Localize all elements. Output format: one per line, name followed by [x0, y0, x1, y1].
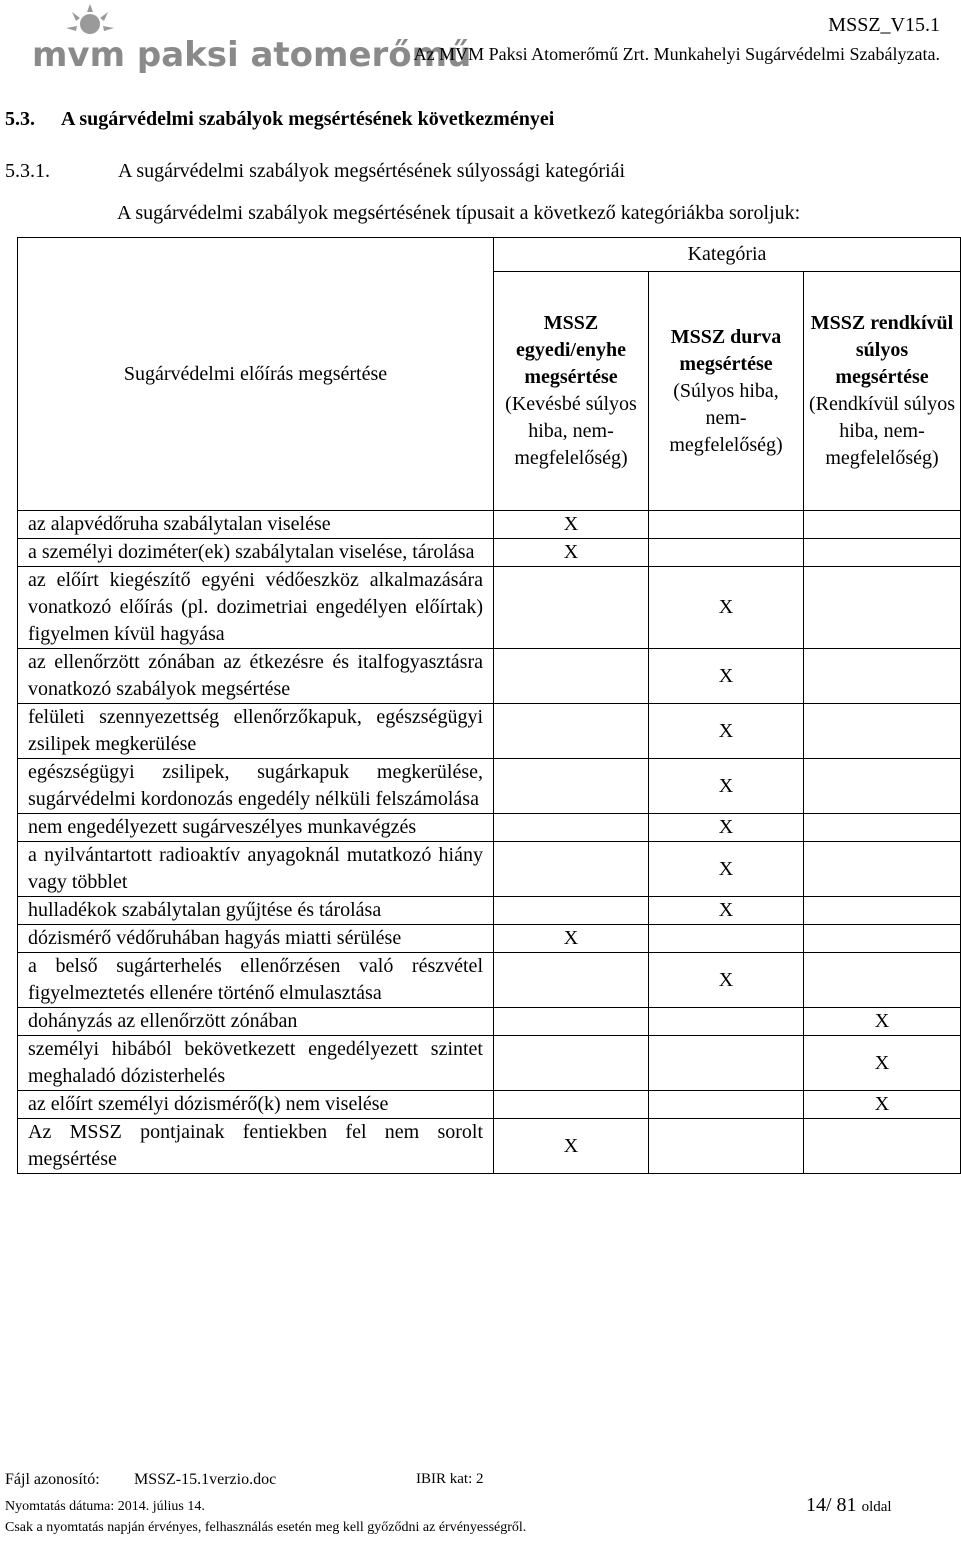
table-row [18, 511, 961, 539]
category-description: (Rendkívül súlyos hiba, nem-megfelelőség) [808, 393, 956, 469]
table-row [18, 953, 961, 1008]
violation-text: az előírt személyi dózismérő(k) nem viselése [18, 1091, 494, 1119]
category-mark-cell-3 [804, 925, 961, 953]
category-mark-cell-1 [494, 814, 649, 842]
section-title: A sugárvédelmi szabályok megsértésének következményei [61, 108, 555, 130]
footer-file-line [5, 1471, 484, 1489]
category-description: (Kevésbé súlyos hiba, nem-megfelelőség) [505, 393, 637, 469]
print-date: Nyomtatás dátuma: 2014. július 14. [5, 1499, 205, 1514]
category-mark-cell-2 [649, 1036, 804, 1091]
violation-text: felületi szennyezettség ellenőrzőkapuk, egészségügyi zsilipek megkerülése [18, 704, 494, 759]
violation-text: személyi hibából bekövetkezett engedélyezett szintet meghaladó dózisterhelés [18, 1036, 494, 1091]
category-mark-cell-3 [804, 511, 961, 539]
category-mark-cell-3 [804, 649, 961, 704]
category-mark-cell-2: X [649, 814, 804, 842]
table-row [18, 1008, 961, 1036]
category-header-3 [804, 272, 961, 511]
table-row [18, 539, 961, 567]
category-header-1 [494, 272, 649, 511]
row-header-cell: Sugárvédelmi előírás megsértése [18, 238, 494, 511]
violation-text: egészségügyi zsilipek, sugárkapuk megkerülése, sugárvédelmi kordonozás engedély nélküli felszámolása [18, 759, 494, 814]
table-row [18, 759, 961, 814]
violation-text: az előírt kiegészítő egyéni védőeszköz alkalmazására vonatkozó előírás (pl. dozimetriai engedélyen előírtak) figyelmen kívül hagyása [18, 567, 494, 649]
category-mark-cell-1 [494, 649, 649, 704]
category-mark-cell-1: X [494, 511, 649, 539]
ibir-category: IBIR kat: 2 [416, 1471, 484, 1487]
file-value: MSSZ-15.1verzio.doc [134, 1471, 277, 1488]
category-mark-cell-2: X [649, 704, 804, 759]
violation-text: nem engedélyezett sugárveszélyes munkavégzés [18, 814, 494, 842]
table-row [18, 897, 961, 925]
category-mark-cell-3: X [804, 1036, 961, 1091]
category-title: MSSZ egyedi/enyhe megsértése [516, 312, 626, 388]
violation-text: a belső sugárterhelés ellenőrzésen való részvétel figyelmeztetés ellenére történő elmulasztása [18, 953, 494, 1008]
category-mark-cell-2: X [649, 649, 804, 704]
category-mark-cell-1 [494, 897, 649, 925]
logo-wordmark: mvm paksi atomerőmű [32, 35, 472, 75]
category-mark-cell-2 [649, 1091, 804, 1119]
category-mark-cell-3 [804, 759, 961, 814]
violation-text: az ellenőrzött zónában az étkezésre és italfogyasztásra vonatkozó szabályok megsértése [18, 649, 494, 704]
category-mark-cell-1 [494, 1091, 649, 1119]
category-mark-cell-2 [649, 511, 804, 539]
subsection-number: 5.3.1. [5, 160, 50, 182]
intro-text: A sugárvédelmi szabályok megsértésének típusait a következő kategóriákba soroljuk: [117, 202, 801, 224]
category-mark-cell-1 [494, 759, 649, 814]
category-mark-cell-1: X [494, 1119, 649, 1174]
category-description: (Súlyos hiba, nem-megfelelőség) [669, 379, 783, 456]
table-row [18, 842, 961, 897]
category-mark-cell-2 [649, 1008, 804, 1036]
category-mark-cell-3 [804, 897, 961, 925]
subsection-title: A sugárvédelmi szabályok megsértésének súlyossági kategóriái [118, 160, 626, 182]
section-number: 5.3. [5, 108, 35, 130]
category-title: MSSZ durva megsértése [670, 325, 782, 375]
file-label: Fájl azonosító: [5, 1471, 100, 1488]
category-mark-cell-1 [494, 704, 649, 759]
document-subtitle: Az MVM Paksi Atomerőmű Zrt. Munkahelyi Sugárvédelmi Szabályzata. [413, 44, 940, 64]
category-mark-cell-3 [804, 953, 961, 1008]
document-id: MSSZ_V15.1 [828, 14, 940, 36]
category-mark-cell-1 [494, 1008, 649, 1036]
violation-text: az alapvédőruha szabálytalan viselése [18, 511, 494, 539]
page-current: 14 [806, 1494, 826, 1516]
table-row [18, 814, 961, 842]
table-row [18, 567, 961, 649]
category-mark-cell-2: X [649, 759, 804, 814]
category-mark-cell-2 [649, 539, 804, 567]
violation-text: dózismérő védőruhában hagyás miatti sérülése [18, 925, 494, 953]
page-unit: oldal [861, 1499, 892, 1515]
table-row [18, 1119, 961, 1174]
violation-text: a személyi doziméter(ek) szabálytalan viselése, tárolása [18, 539, 494, 567]
category-mark-cell-3 [804, 567, 961, 649]
page-number [806, 1494, 892, 1517]
violation-text: Az MSSZ pontjainak fentiekben fel nem sorolt megsértése [18, 1119, 494, 1174]
category-header-2 [649, 272, 804, 511]
category-mark-cell-1 [494, 1036, 649, 1091]
validity-notice: Csak a nyomtatás napján érvényes, felhasználás esetén meg kell győződni az érvényességről. [5, 1520, 527, 1535]
category-mark-cell-2: X [649, 953, 804, 1008]
violation-text: hulladékok szabálytalan gyűjtése és tárolása [18, 897, 494, 925]
category-mark-cell-1: X [494, 539, 649, 567]
category-mark-cell-2: X [649, 842, 804, 897]
category-mark-cell-1 [494, 842, 649, 897]
table-row [18, 925, 961, 953]
category-mark-cell-2 [649, 1119, 804, 1174]
section-heading [5, 108, 555, 131]
table-row [18, 649, 961, 704]
violation-text: a nyilvántartott radioaktív anyagoknál mutatkozó hiány vagy többlet [18, 842, 494, 897]
category-mark-cell-3: X [804, 1091, 961, 1119]
category-table [17, 237, 961, 1174]
category-mark-cell-3 [804, 539, 961, 567]
category-mark-cell-1 [494, 953, 649, 1008]
category-mark-cell-1: X [494, 925, 649, 953]
table-row [18, 704, 961, 759]
category-mark-cell-2: X [649, 567, 804, 649]
category-mark-cell-3 [804, 1119, 961, 1174]
category-mark-cell-3 [804, 842, 961, 897]
company-logo [30, 4, 472, 76]
violation-text: dohányzás az ellenőrzött zónában [18, 1008, 494, 1036]
category-mark-cell-1 [494, 567, 649, 649]
category-title: MSSZ rendkívül súlyos megsértése [810, 312, 954, 388]
category-mark-cell-2: X [649, 897, 804, 925]
subsection-heading [5, 160, 626, 183]
category-mark-cell-3 [804, 814, 961, 842]
category-mark-cell-3: X [804, 1008, 961, 1036]
table-row [18, 1091, 961, 1119]
table-row [18, 1036, 961, 1091]
category-mark-cell-2 [649, 925, 804, 953]
page-total: / 81 [826, 1494, 857, 1516]
category-mark-cell-3 [804, 704, 961, 759]
group-header-kategoria: Kategória [494, 238, 961, 272]
